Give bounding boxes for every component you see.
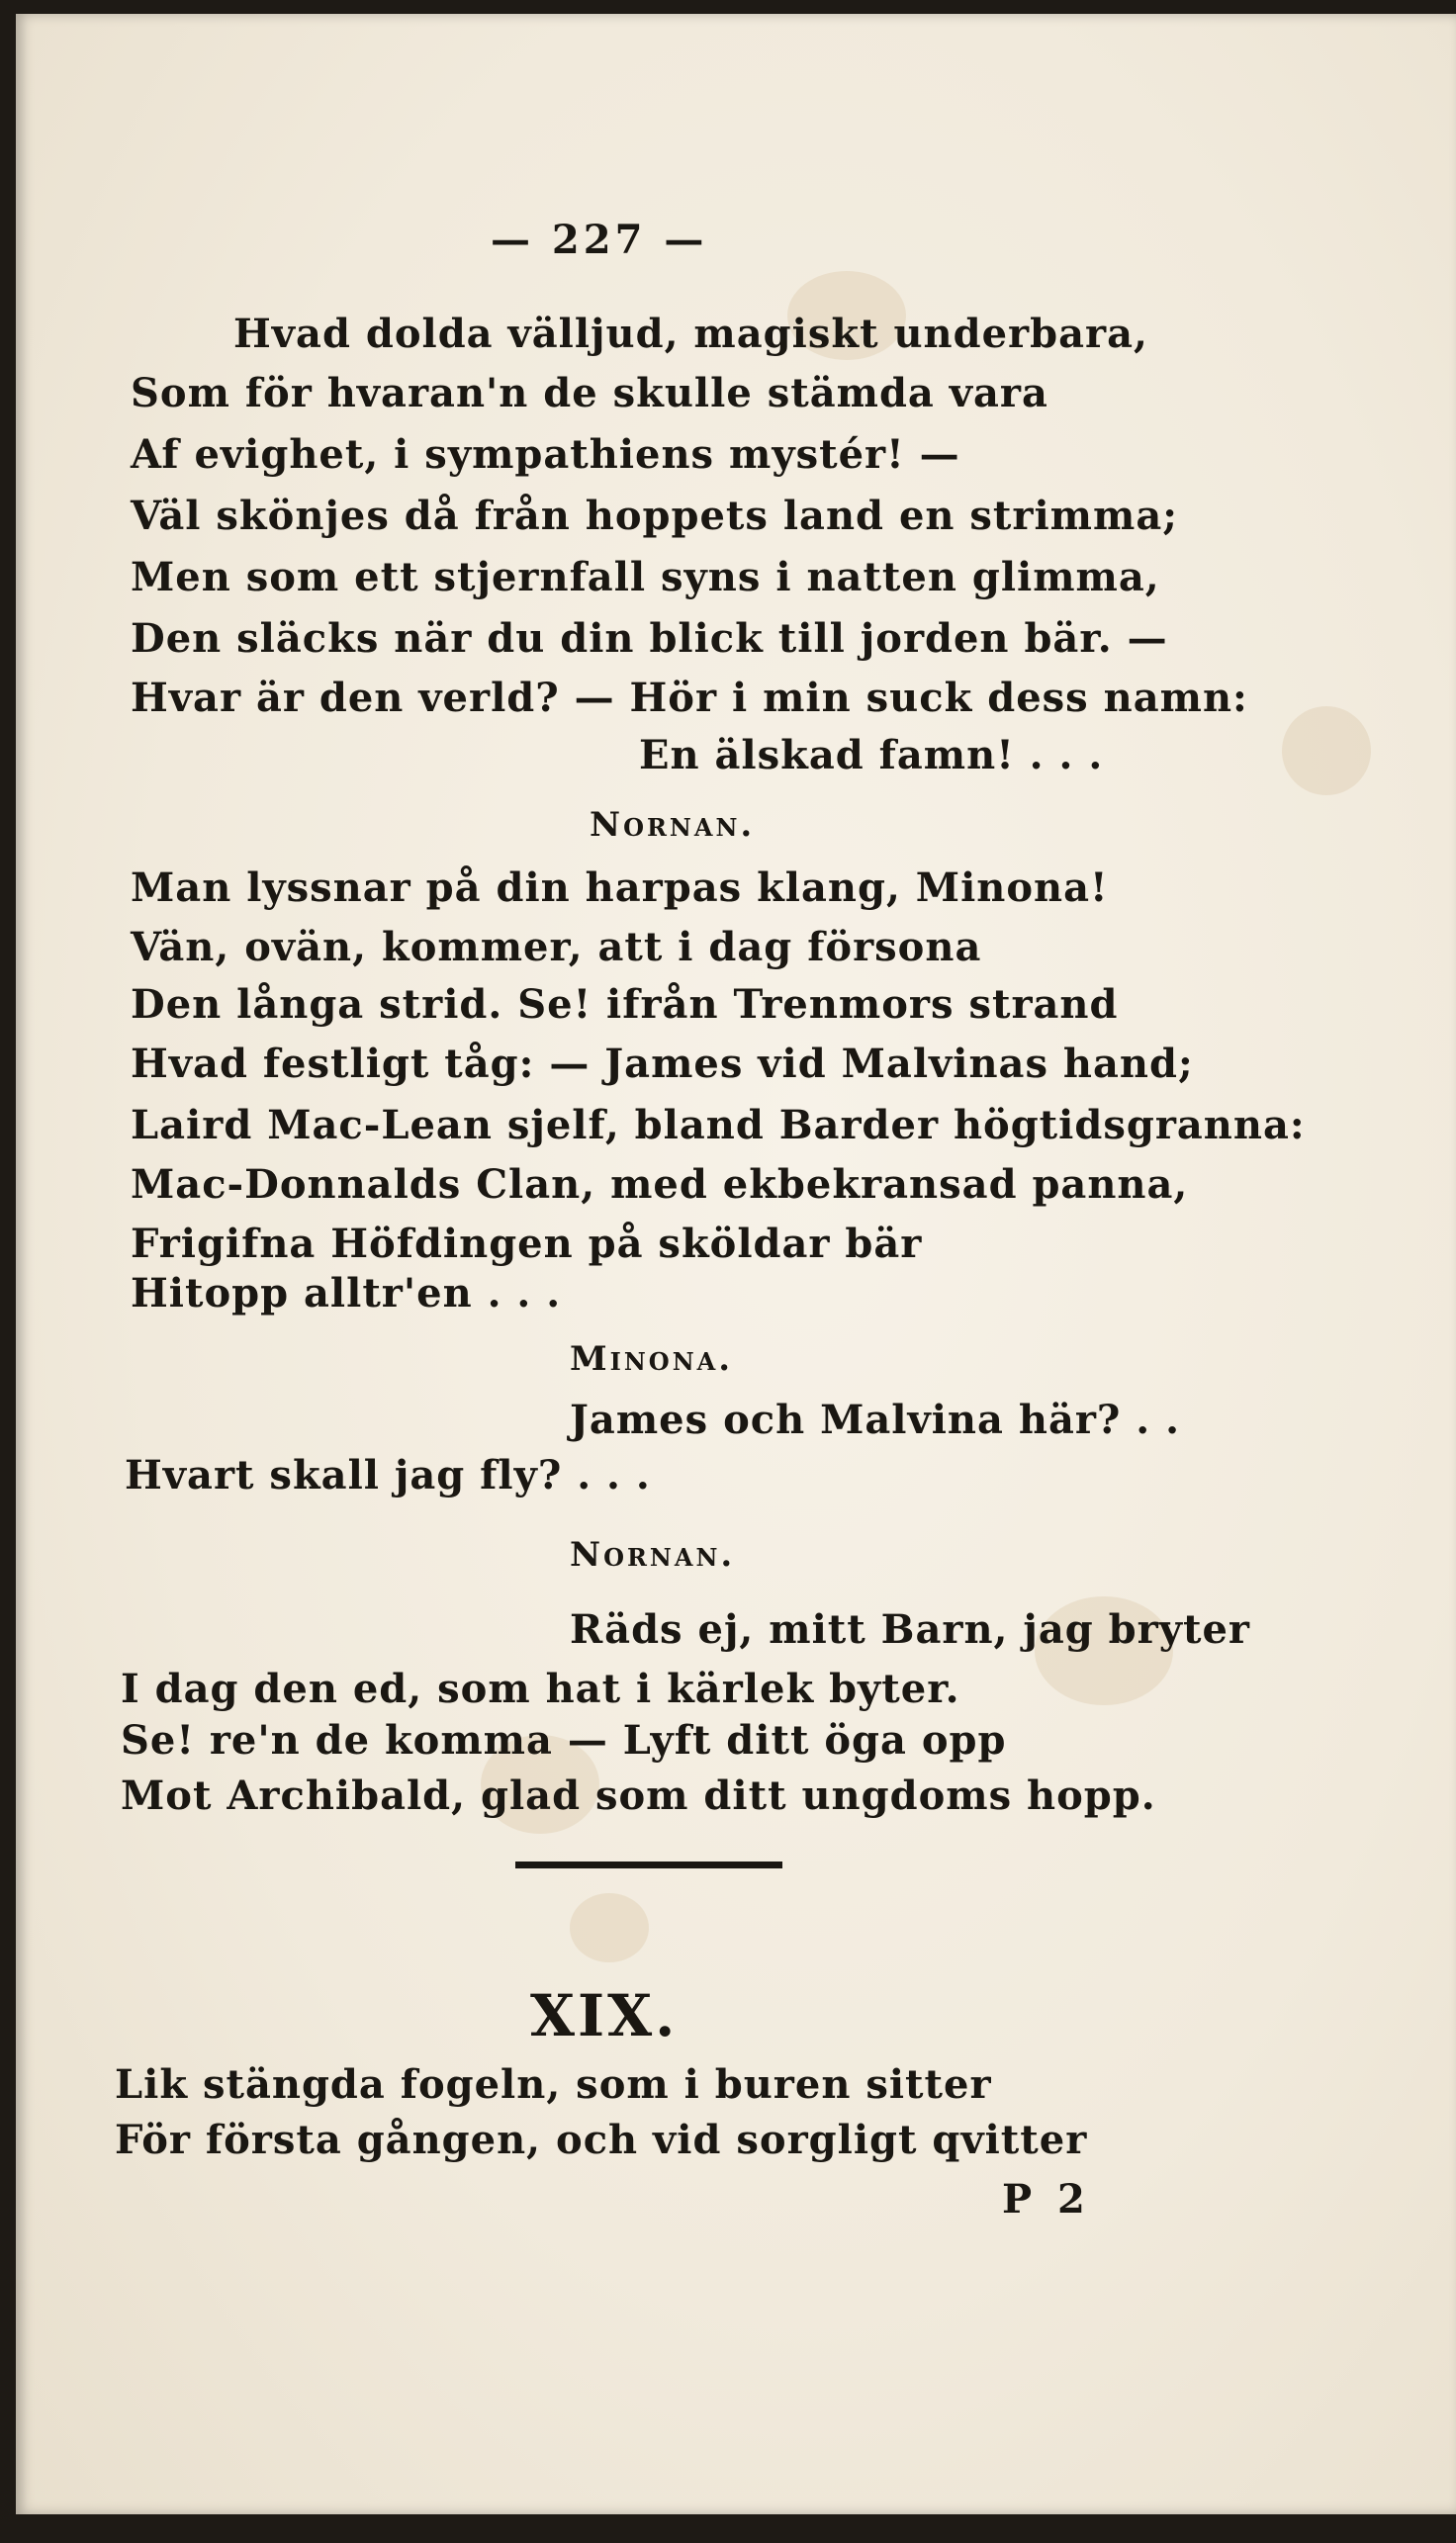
verse-line: Hitopp alltr'en . . . bbox=[131, 1270, 562, 1317]
verse-line: Vän, ovän, kommer, att i dag försona bbox=[131, 924, 982, 970]
verse-line: Hvad festligt tåg: — James vid Malvinas hand; bbox=[131, 1041, 1194, 1087]
page-number: — 227 — bbox=[491, 217, 708, 263]
verse-line: Väl skönjes då från hoppets land en strimma; bbox=[131, 493, 1178, 539]
verse-line: I dag den ed, som hat i kärlek byter. bbox=[121, 1666, 960, 1712]
verse-line: Af evighet, i sympathiens mystér! — bbox=[131, 431, 960, 478]
verse-line: Man lyssnar på din harpas klang, Minona! bbox=[131, 864, 1109, 911]
verse-line: Lik stängda fogeln, som i buren sitter bbox=[115, 2061, 992, 2108]
verse-line: För första gången, och vid sorgligt qvitter bbox=[115, 2117, 1088, 2163]
section-rule bbox=[515, 1862, 782, 1868]
verse-line: Som för hvaran'n de skulle stämda vara bbox=[131, 370, 1048, 416]
verse-line: Mac-Donnalds Clan, med ekbekransad panna, bbox=[131, 1161, 1189, 1208]
signature-mark: P 2 bbox=[1002, 2176, 1091, 2223]
verse-line: En älskad famn! . . . bbox=[639, 732, 1104, 778]
verse-line: Den långa strid. Se! ifrån Trenmors strand bbox=[131, 981, 1119, 1028]
book-page bbox=[16, 14, 1456, 2514]
speaker-name: Nornan. bbox=[590, 805, 756, 845]
verse-line: Mot Archibald, glad som ditt ungdoms hopp. bbox=[121, 1772, 1156, 1819]
speaker-name: Nornan. bbox=[570, 1535, 736, 1575]
verse-line: Hvar är den verld? — Hör i min suck dess namn: bbox=[131, 675, 1248, 721]
verse-line: Hvart skall jag fly? . . . bbox=[125, 1452, 651, 1499]
verse-line: Men som ett stjernfall syns i natten glimma, bbox=[131, 554, 1160, 600]
verse-line: Frigifna Höfdingen på sköldar bär bbox=[131, 1221, 923, 1267]
section-number: XIX. bbox=[530, 1982, 679, 2049]
speaker-name: Minona. bbox=[570, 1339, 734, 1379]
verse-line: Se! re'n de komma — Lyft ditt öga opp bbox=[121, 1717, 1007, 1764]
verse-line: Laird Mac-Lean sjelf, bland Barder högtidsgranna: bbox=[131, 1102, 1306, 1148]
verse-line: Hvad dolda välljud, magiskt underbara, bbox=[233, 311, 1148, 357]
verse-line: Den släcks när du din blick till jorden bär. — bbox=[131, 615, 1168, 662]
page-text bbox=[16, 14, 1456, 2514]
verse-line: James och Malvina här? . . bbox=[570, 1397, 1181, 1443]
verse-line: Räds ej, mitt Barn, jag bryter bbox=[570, 1606, 1250, 1653]
